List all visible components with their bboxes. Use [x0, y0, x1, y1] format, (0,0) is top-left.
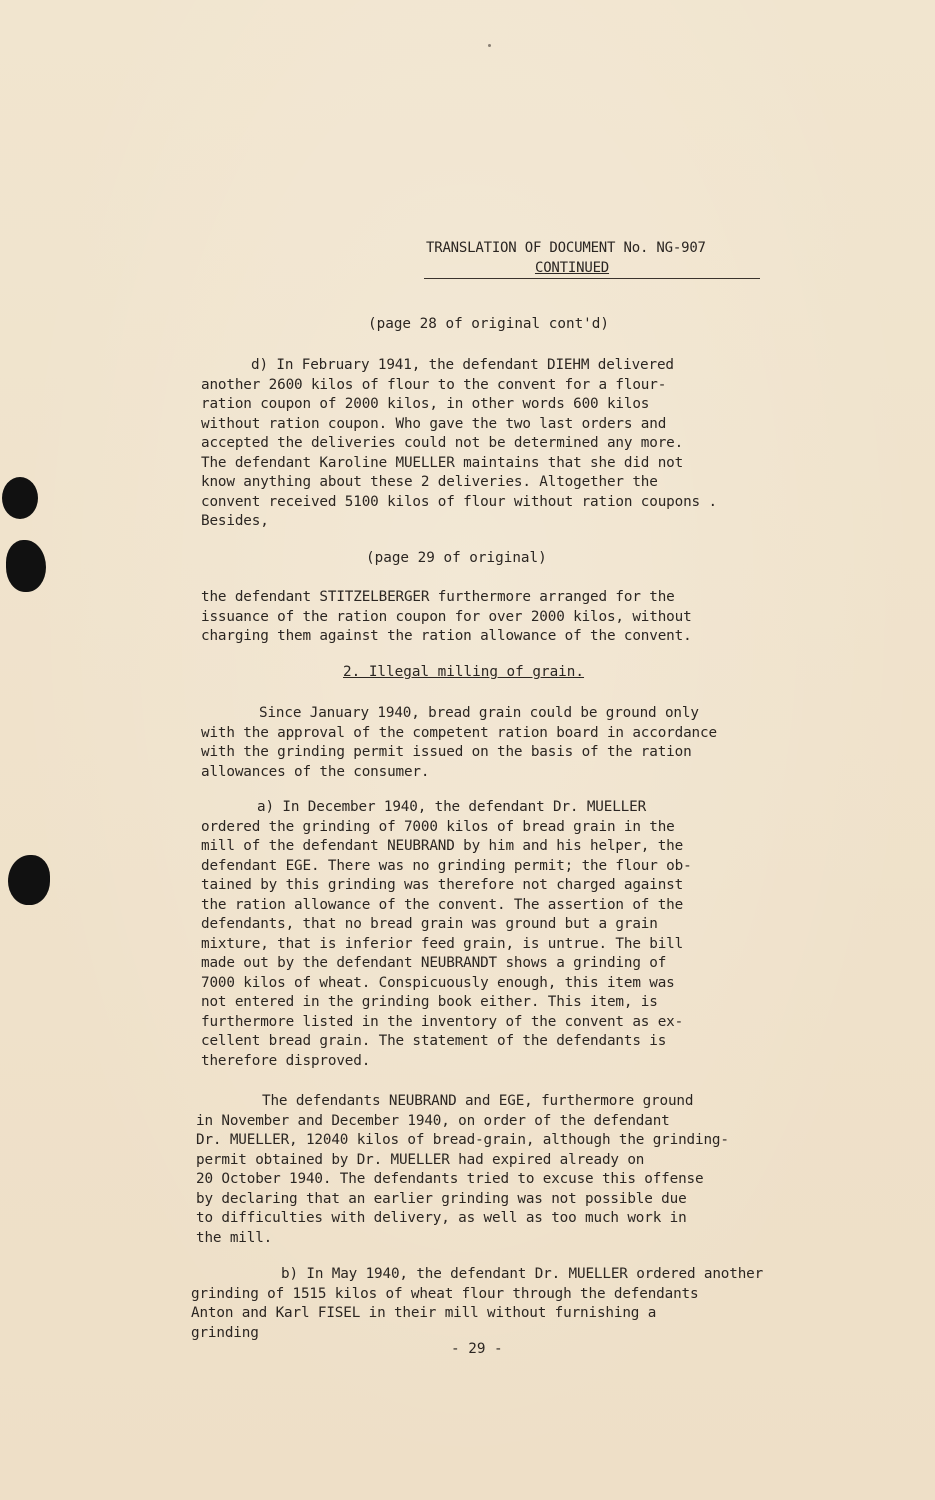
text-line: grinding of 1515 kilos of wheat flour through the defendants: [191, 1285, 699, 1302]
text-line: Anton and Karl FISEL in their mill without furnishing a: [191, 1305, 657, 1321]
punch-hole: [2, 477, 38, 519]
text-line: the defendant STITZELBERGER furthermore arranged for the: [201, 589, 675, 605]
header-rule: [424, 278, 760, 279]
text-line: mill of the defendant NEUBRAND by him and his helper, the: [201, 838, 684, 854]
text-line: in November and December 1940, on order of the defendant: [196, 1112, 670, 1129]
ink-smudge: [488, 44, 491, 47]
document-header: [424, 238, 760, 279]
text-line: b) In May 1940, the defendant Dr. MUELLER ordered another: [281, 1266, 764, 1282]
text-line: accepted the deliveries could not be determined any more.: [201, 435, 684, 451]
section-heading: 2. Illegal milling of grain.: [343, 664, 585, 680]
text-line: defendants, that no bread grain was ground but a grain: [201, 916, 658, 932]
text-line: ration coupon of 2000 kilos, in other words 600 kilos: [201, 396, 650, 412]
text-line: grinding: [191, 1324, 259, 1341]
page-number: - 29 -: [451, 1341, 503, 1357]
text-line: with the approval of the competent ration board in accordance: [201, 724, 717, 741]
text-line: d) In February 1941, the defendant DIEHM delivered: [251, 357, 674, 373]
text-line: permit obtained by Dr. MUELLER had expired already on: [196, 1151, 645, 1168]
text-line: tained by this grinding was therefore not charged against: [201, 877, 684, 893]
text-line: Since January 1940, bread grain could be ground only: [259, 705, 699, 721]
text-line: the mill.: [196, 1229, 273, 1246]
text-line: made out by the defendant NEUBRANDT shows a grinding of: [201, 955, 667, 971]
text-line: mixture, that is inferior feed grain, is untrue. The bill: [201, 935, 684, 952]
text-line: Besides,: [201, 513, 269, 529]
page-reference-28: (page 28 of original cont'd): [368, 316, 610, 332]
page-reference-29: (page 29 of original): [366, 550, 547, 566]
text-line: 20 October 1940. The defendants tried to excuse this offense: [196, 1171, 704, 1187]
text-line: convent received 5100 kilos of flour without ration coupons .: [201, 493, 717, 510]
text-line: 7000 kilos of wheat. Conspicuously enough, this item was: [201, 974, 675, 991]
text-line: furthermore listed in the inventory of the convent as ex-: [201, 1013, 684, 1030]
text-line: a) In December 1940, the defendant Dr. MUELLER: [257, 799, 647, 815]
punch-hole: [8, 855, 50, 905]
text-line: defendant EGE. There was no grinding permit; the flour ob-: [201, 857, 692, 874]
text-line: with the grinding permit issued on the basis of the ration: [201, 744, 692, 760]
text-line: the ration allowance of the convent. The assertion of the: [201, 896, 684, 913]
document-title: TRANSLATION OF DOCUMENT No. NG-907: [426, 240, 706, 256]
paragraph-defendants: [196, 1092, 729, 1248]
text-line: The defendants NEUBRAND and EGE, furthermore ground: [262, 1093, 694, 1109]
text-line: allowances of the consumer.: [201, 763, 430, 780]
text-line: ordered the grinding of 7000 kilos of bread grain in the: [201, 818, 675, 835]
continued-label: CONTINUED: [534, 260, 610, 276]
text-line: not entered in the grinding book either. This item, is: [201, 994, 658, 1010]
paragraph-d: [201, 356, 717, 532]
text-line: by declaring that an earlier grinding was not possible due: [196, 1190, 687, 1207]
text-line: to difficulties with delivery, as well as too much work in: [196, 1210, 687, 1226]
text-line: Dr. MUELLER, 12040 kilos of bread-grain, although the grinding-: [196, 1132, 729, 1148]
punch-hole: [6, 540, 46, 592]
paragraph-continued: [201, 588, 692, 647]
text-line: issuance of the ration coupon for over 2000 kilos, without: [201, 608, 692, 625]
text-line: charging them against the ration allowance of the convent.: [201, 628, 692, 644]
text-line: The defendant Karoline MUELLER maintains that she did not: [201, 454, 684, 471]
paragraph-since: [201, 704, 717, 782]
text-line: know anything about these 2 deliveries. Altogether the: [201, 474, 658, 490]
text-line: therefore disproved.: [201, 1052, 371, 1069]
paragraph-b: [191, 1265, 763, 1343]
text-line: another 2600 kilos of flour to the convent for a flour-: [201, 376, 667, 393]
paragraph-a: [201, 798, 692, 1071]
text-line: without ration coupon. Who gave the two last orders and: [201, 415, 667, 432]
text-line: cellent bread grain. The statement of the defendants is: [201, 1033, 667, 1049]
